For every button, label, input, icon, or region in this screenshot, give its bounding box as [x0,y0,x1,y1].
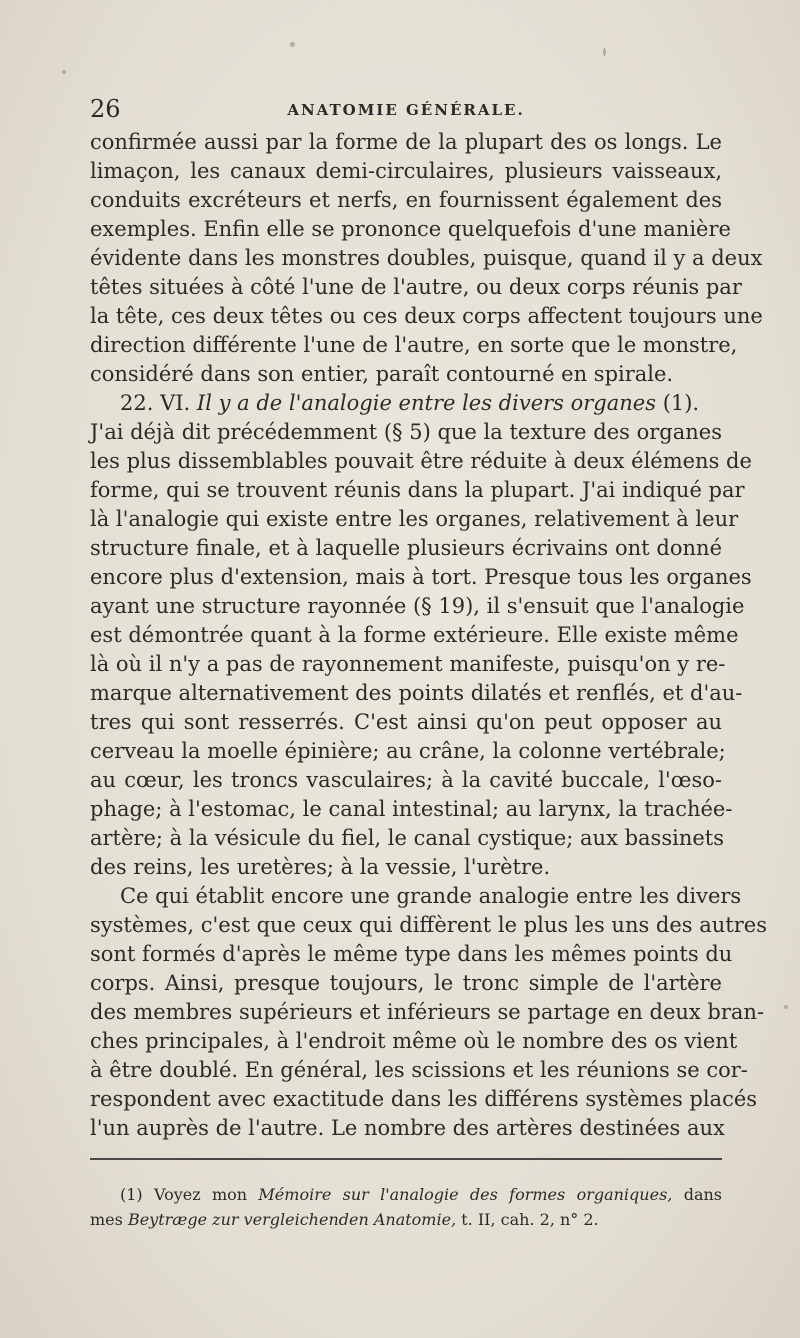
paper-speck [603,48,606,56]
text-line: ches principales, à l'endroit même où le nombre des os vient [90,1029,738,1053]
text-line: forme, qui se trouvent réunis dans la plupart. J'ai indiqué par [90,478,745,502]
footnote-line-1 [90,1182,722,1207]
text-line: exemples. Enfin elle se prononce quelquefois d'une manière [90,217,731,241]
text-line: là l'analogie qui existe entre les organes, relativement à leur [90,507,739,531]
text-line: conduits excréteurs et nerfs, en fournissent également des [90,188,722,212]
footnote [90,1182,722,1232]
text-line: cerveau la moelle épinière; au crâne, la colonne vertébrale; [90,739,726,763]
text-line: limaçon, les canaux demi-circulaires, plusieurs vaisseaux, [90,159,722,183]
paper-speck [784,1005,788,1009]
text-line: tres qui sont resserrés. C'est ainsi qu'on peut opposer au [90,710,722,734]
text-line: artère; à la vésicule du fiel, le canal cystique; aux bassinets [90,826,724,850]
page-number: 26 [90,95,121,123]
text-line: considéré dans son entier, paraît contourné en spirale. [90,362,674,386]
text-line: structure finale, et à laquelle plusieurs écrivains ont donné [90,536,722,560]
section-heading [90,389,722,418]
footnote-reference: (1). [662,391,700,415]
text-line: confirmée aussi par la forme de la plupart des os longs. Le [90,130,722,154]
text-line: J'ai déjà dit précédemment (§ 5) que la texture des organes [90,420,722,444]
text-line: au cœur, les troncs vasculaires; à la cavité buccale, l'œso- [90,768,722,792]
text-line: la tête, ces deux têtes ou ces deux corps affectent toujours une [90,304,763,328]
text-line: des membres supérieurs et inférieurs se partage en deux bran- [90,1000,765,1024]
text-line: des reins, les uretères; à la vessie, l'urètre. [90,855,551,879]
text-line: systèmes, c'est que ceux qui diffèrent le plus les uns des autres [90,913,767,937]
text-line: à être doublé. En général, les scissions et les réunions se cor- [90,1058,748,1082]
paper-speck [290,42,295,47]
text-line: encore plus d'extension, mais à tort. Presque tous les organes [90,565,752,589]
text-line: ayant une structure rayonnée (§ 19), il s'ensuit que l'analogie [90,594,745,618]
footnote-work-title: Mémoire sur l'analogie des formes organiques, [258,1185,673,1204]
footnote-text: (1) Voyez mon [120,1185,248,1204]
footnote-text: t. II, cah. 2, n° 2. [461,1210,599,1229]
text-line: respondent avec exactitude dans les différens systèmes placés [90,1087,758,1111]
text-line: direction différente l'une de l'autre, en sorte que le monstre, [90,333,738,357]
text-line: Ce qui établit encore une grande analogie entre les divers [120,884,742,908]
text-line: marque alternativement des points dilatés et renflés, et d'au- [90,681,743,705]
text-line: têtes situées à côté l'une de l'autre, ou deux corps réunis par [90,275,742,299]
footnote-text: dans [683,1185,722,1204]
text-line: là où il n'y a pas de rayonnement manifeste, puisqu'on y re- [90,652,726,676]
footnote-line-2 [90,1207,722,1232]
text-line: l'un auprès de l'autre. Le nombre des artères destinées aux [90,1116,725,1140]
footnote-rule [90,1158,722,1160]
footnote-work-title: Beytræge zur vergleichenden Anatomie, [127,1210,457,1229]
section-title: Il y a de l'analogie entre les divers organes [196,391,656,415]
paper-speck [62,70,66,74]
text-line: évidente dans les monstres doubles, puisque, quand il y a deux [90,246,763,270]
text-line: phage; à l'estomac, le canal intestinal; au larynx, la trachée- [90,797,733,821]
text-line: est démontrée quant à la forme extérieure. Elle existe même [90,623,739,647]
footnote-text: mes [90,1210,123,1229]
section-number: 22. VI. [120,391,191,415]
text-line: les plus dissemblables pouvait être réduite à deux élémens de [90,449,752,473]
running-title: ANATOMIE GÉNÉRALE. [287,101,525,119]
page-header [90,92,722,126]
text-line: sont formés d'après le même type dans les mêmes points du [90,942,733,966]
body-text [90,128,767,1143]
text-line: corps. Ainsi, presque toujours, le tronc simple de l'artère [90,971,722,995]
